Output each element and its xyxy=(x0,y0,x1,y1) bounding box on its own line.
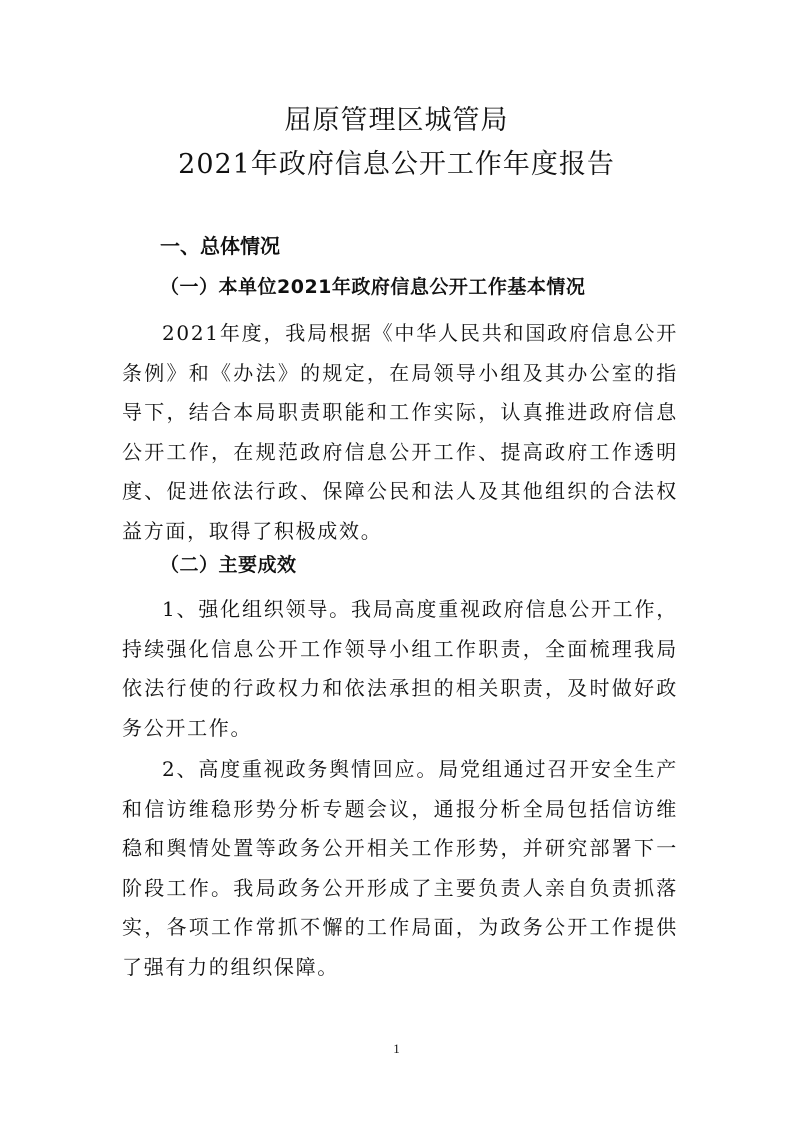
document-title-line1: 屈原管理区城管局 xyxy=(284,105,509,136)
paragraph-organization-leadership: 1、强化组织领导。我局高度重视政府信息公开工作，持续强化信息公开工作领导小组工作职责，全面梳理我局依法行使的行政权力和依法承担的相关职责，及时做好政务公开工作。 xyxy=(122,597,678,740)
section-heading-overview: 一、总体情况 xyxy=(160,234,280,258)
paragraph-basic-situation: 2021年度，我局根据《中华人民共和国政府信息公开条例》和《办法》的规定，在局领导小组及其办公室的指导下，结合本局职责职能和工作实际，认真推进政府信息公开工作，在规范政府信息公开工作、提高政府工作透明度、促进依法行政、保障公民和法人及其他组织的合法权益方面，取得了积极成效。 xyxy=(122,321,678,543)
document-title-line2: 2021年政府信息公开工作年度报告 xyxy=(178,149,615,180)
subsection-heading-basic-situation: （一）本单位2021年政府信息公开工作基本情况 xyxy=(160,276,586,298)
page-number: 1 xyxy=(393,1041,400,1056)
subsection-heading-main-results: （二）主要成效 xyxy=(160,554,297,576)
paragraph-public-opinion-response: 2、高度重视政务舆情回应。局党组通过召开安全生产和信访维稳形势分析专题会议，通报分析全局包括信访维稳和舆情处置等政务公开相关工作形势，并研究部署下一阶段工作。我局政务公开形成了主要负责人亲自负责抓落实，各项工作常抓不懈的工作局面，为政务公开工作提供了强有力的组织保障。 xyxy=(122,757,678,979)
